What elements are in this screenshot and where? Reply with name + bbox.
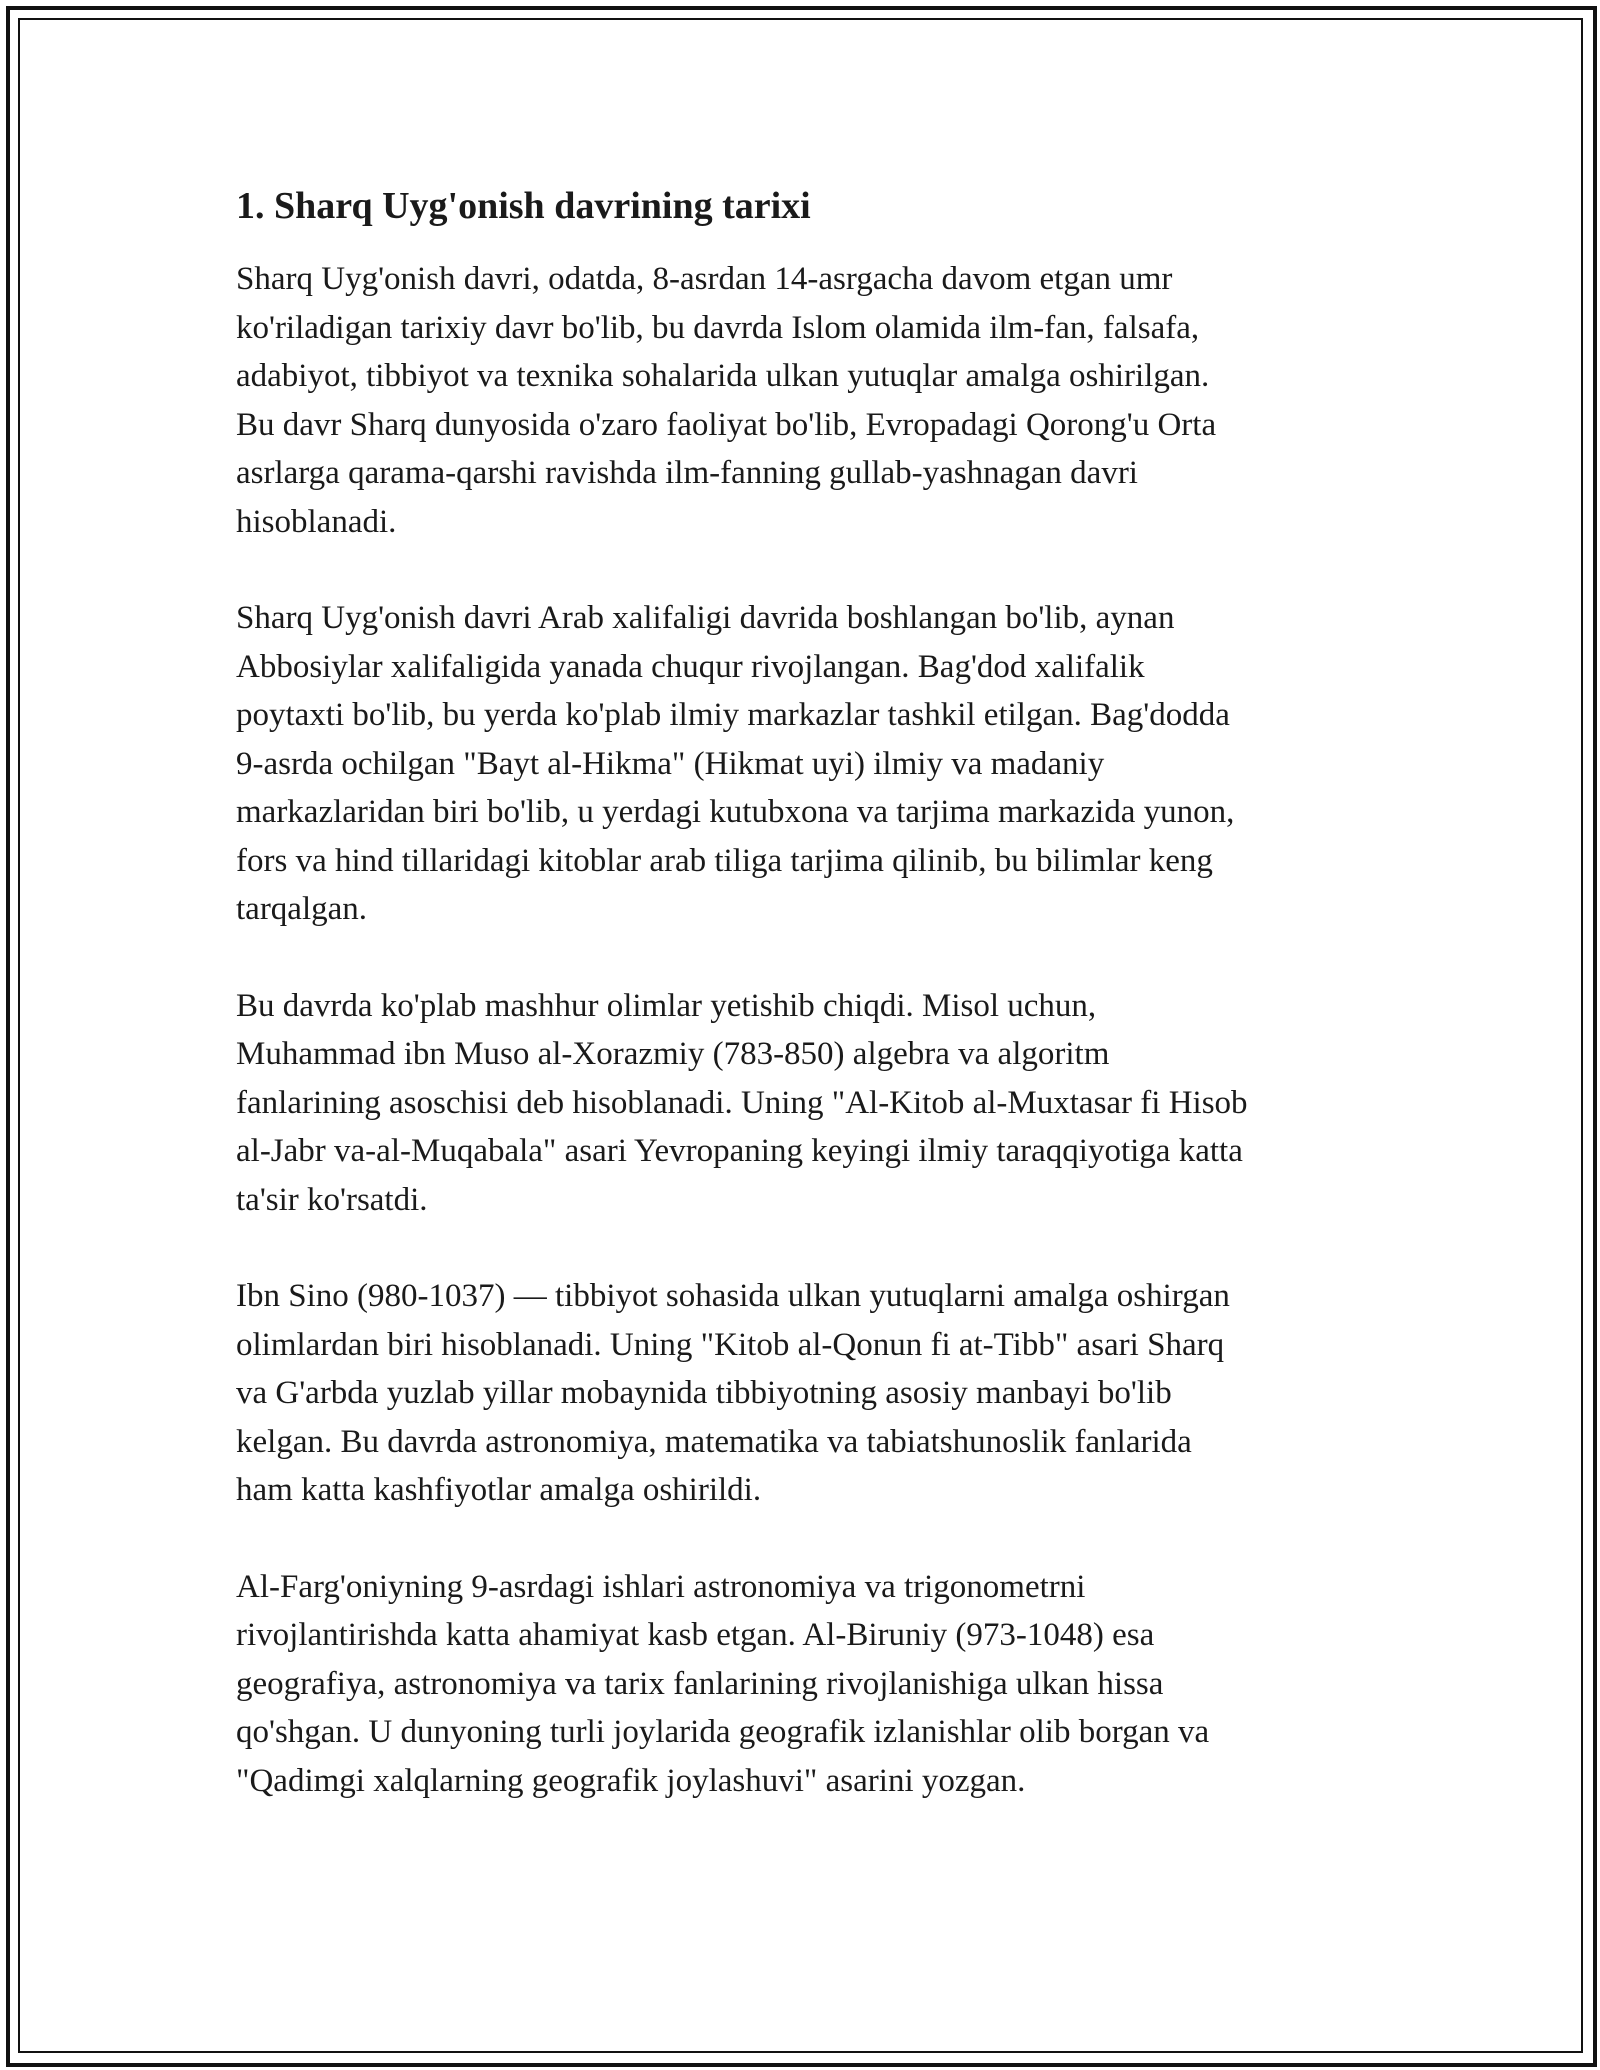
text-line: Sharq Uyg'onish davri, odatda, 8-asrdan 14-asrgacha davom etgan umr [236,261,1173,297]
text-line: fors va hind tillaridagi kitoblar arab tiliga tarjima qilinib, bu bilimlar keng [236,842,1213,879]
text-line: olimlardan biri hisoblanadi. Uning "Kitob al-Qonun fi at-Tibb" asari Sharq [236,1326,1225,1363]
text-line: asrlarga qarama-qarshi ravishda ilm-fanning gullab-yashnagan davri [236,455,1138,491]
text-line: Abbosiylar xalifaligida yanada chuqur rivojlangan. Bag'dod xalifalik [236,648,1145,685]
text-line: tarqalgan. [236,891,368,927]
paragraph-1 [236,255,1386,546]
text-line: Bu davr Sharq dunyosida o'zaro faoliyat bo'lib, Evropadagi Qorong'u Orta [236,406,1217,443]
document-title: 1. Sharq Uyg'onish davrining tarixi [236,185,811,227]
text-line: poytaxti bo'lib, bu yerda ko'plab ilmiy markazlar tashkil etilgan. Bag'dodda [236,697,1230,733]
text-line: ham katta kashfiyotlar amalga oshirildi. [236,1472,762,1508]
text-line: fanlarining asoschisi deb hisoblanadi. Uning "Al-Kitob al-Muxtasar fi Hisob [236,1084,1248,1121]
paragraph-5 [236,1563,1386,1806]
paragraph-3 [236,982,1386,1225]
text-line: 9-asrda ochilgan "Bayt al-Hikma" (Hikmat uyi) ilmiy va madaniy [236,745,1105,782]
paragraph-2 [236,594,1386,934]
document-body [236,183,1386,1853]
text-line: al-Jabr va-al-Muqabala" asari Yevropaning keyingi ilmiy taraqqiyotiga katta [236,1133,1243,1169]
text-line: Al-Farg'oniyning 9-asrdagi ishlari astronomiya va trigonometrni [236,1568,1086,1605]
text-line: ta'sir ko'rsatdi. [236,1181,428,1218]
text-line: geografiya, astronomiya va tarix fanlarining rivojlanishiga ulkan hissa [236,1665,1164,1702]
text-line: "Qadimgi xalqlarning geografik joylashuvi" asarini yozgan. [236,1762,1026,1799]
text-line: hisoblanadi. [236,503,397,540]
text-line: markazlaridan biri bo'lib, u yerdagi kutubxona va tarjima markazida yunon, [236,794,1235,830]
text-line: Sharq Uyg'onish davri Arab xalifaligi davrida boshlangan bo'lib, aynan [236,600,1175,636]
text-line: kelgan. Bu davrda astronomiya, matematika va tabiatshunoslik fanlarida [236,1423,1192,1460]
text-line: Muhammad ibn Muso al-Xorazmiy (783-850) algebra va algoritm [236,1036,1110,1072]
text-line: adabiyot, tibbiyot va texnika sohalarida ulkan yutuqlar amalga oshirilgan. [236,358,1210,394]
text-line: rivojlantirishda katta ahamiyat kasb etgan. Al-Biruniy (973-1048) esa [236,1617,1155,1653]
text-line: Bu davrda ko'plab mashhur olimlar yetishib chiqdi. Misol uchun, [236,987,1097,1024]
text-line: ko'riladigan tarixiy davr bo'lib, bu davrda Islom olamida ilm-fan, falsafa, [236,309,1200,346]
text-line: Ibn Sino (980-1037) — tibbiyot sohasida ulkan yutuqlarni amalga oshirgan [236,1278,1230,1314]
text-line: va G'arbda yuzlab yillar mobaynida tibbiyotning asosiy manbayi bo'lib [236,1375,1172,1411]
text-line: qo'shgan. U dunyoning turli joylarida geografik izlanishlar olib borgan va [236,1714,1210,1750]
paragraph-4 [236,1272,1386,1515]
